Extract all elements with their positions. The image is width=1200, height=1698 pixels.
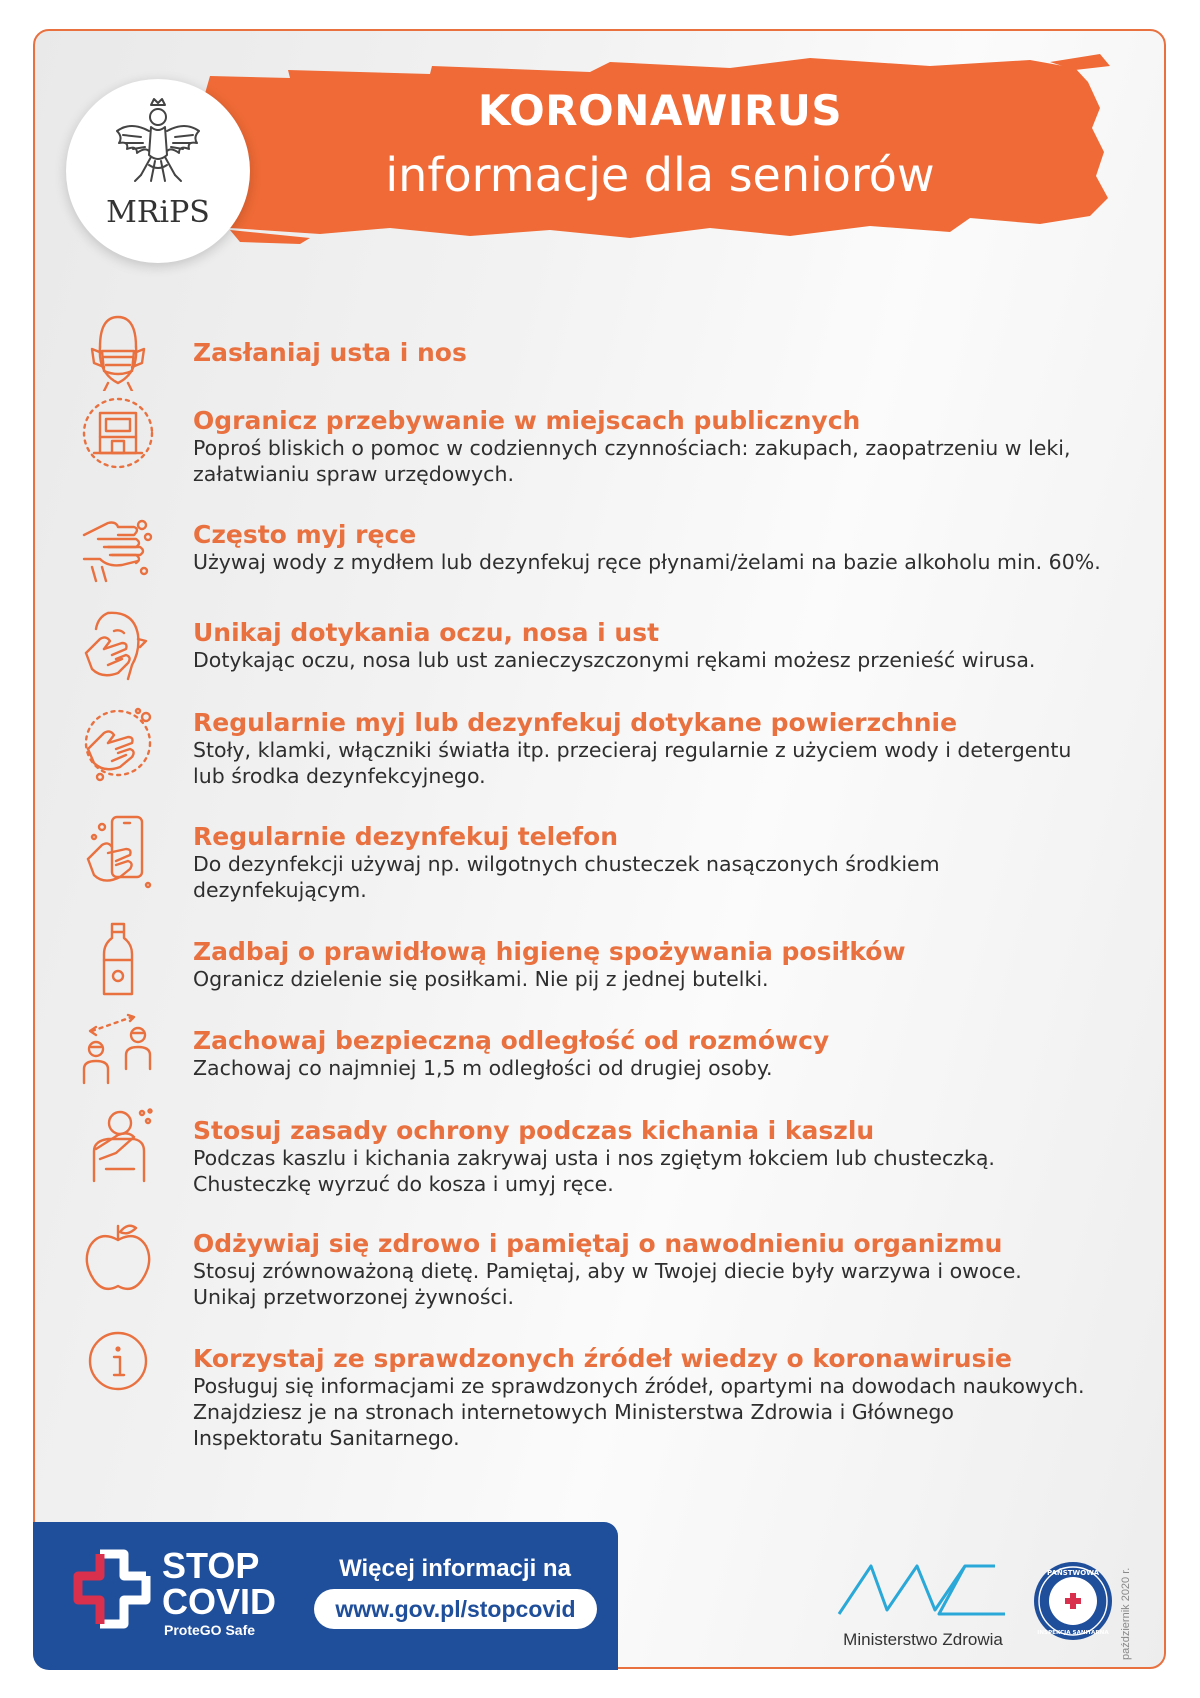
item-title: Unikaj dotykania oczu, nosa i ust [193, 618, 660, 647]
item-description: Posługuj się informacjami ze sprawdzonych źródeł, opartymi na dowodach naukowych. Znajdziesz je na stronach internetowych Ministerstwa Zdrowia i Głównego Inspektoratu Sanitarnego. [193, 1374, 1085, 1450]
app-subtitle: ProteGO Safe [164, 1622, 256, 1638]
face-mask-icon [78, 311, 158, 391]
item-title: Zasłaniaj usta i nos [193, 338, 467, 367]
apple-icon [78, 1218, 158, 1298]
mrips-logo [66, 79, 250, 263]
item-description: Ogranicz dzielenie się posiłkami. Nie pij z jednej butelki. [193, 967, 769, 991]
polish-eagle-emblem-icon [111, 97, 205, 197]
item-title: Zachowaj bezpieczną odległość od rozmówcy [193, 1026, 830, 1055]
stopcovid-url-link[interactable]: www.gov.pl/stopcovid [314, 1589, 597, 1629]
item-title: Zadbaj o prawidłową higienę spożywania posiłków [193, 937, 906, 966]
app-name-line1: STOP [162, 1545, 260, 1586]
stopcovid-cross-logo-icon [70, 1548, 170, 1638]
item-description: Zachowaj co najmniej 1,5 m odległości od drugiej osoby. [193, 1056, 773, 1080]
item-description: Dotykając oczu, nosa lub ust zanieczyszczonymi rękami możesz przenieść wirusa. [193, 648, 1036, 672]
mrips-logo-text: MRiPS [106, 195, 210, 230]
item-title: Ogranicz przebywanie w miejscach publicznych [193, 406, 861, 435]
info-icon [78, 1321, 158, 1401]
date-note: październik 2020 r. [1120, 1567, 1132, 1660]
item-title: Regularnie dezynfekuj telefon [193, 822, 618, 851]
ministry-of-health-logo-icon [835, 1558, 1010, 1622]
item-title: Odżywiaj się zdrowo i pamiętaj o nawodnieniu organizmu [193, 1229, 1003, 1258]
social-distance-icon [78, 1007, 158, 1087]
item-description: Podczas kaszlu i kichania zakrywaj usta i nos zgiętym łokciem lub chusteczką. Chusteczkę wyrzuć do kosza i umyj ręce. [193, 1146, 995, 1196]
bottle-icon [78, 920, 158, 1000]
item-description: Stosuj zrównoważoną dietę. Pamiętaj, aby w Twojej diecie były warzywa i owoce. Unikaj przetworzonej żywności. [193, 1259, 1022, 1309]
page-subtitle: informacje dla seniorów [385, 148, 935, 202]
public-building-icon [78, 393, 158, 473]
svg-text:INSPEKCJA SANITARNA: INSPEKCJA SANITARNA [1037, 1630, 1109, 1636]
item-title: Regularnie myj lub dezynfekuj dotykane powierzchnie [193, 708, 958, 737]
hand-washing-icon [78, 509, 158, 589]
svg-text:PAŃSTWOWA: PAŃSTWOWA [1046, 1569, 1100, 1577]
touch-face-icon [78, 607, 158, 687]
item-description: Poproś bliskich o pomoc w codziennych czynnościach: zakupach, zaopatrzeniu w leki, załatwianiu spraw urzędowych. [193, 436, 1071, 486]
app-name-line2: COVID [162, 1581, 277, 1622]
item-title: Stosuj zasady ochrony podczas kichania i kaszlu [193, 1116, 875, 1145]
more-info-text: Więcej informacji na [339, 1555, 571, 1582]
sanitary-inspection-seal-icon [1032, 1560, 1114, 1642]
item-description: Do dezynfekcji używaj np. wilgotnych chusteczek nasączonych środkiem dezynfekującym. [193, 852, 940, 902]
page-title: KORONAWIRUS [477, 86, 843, 135]
ministry-label: Ministerstwo Zdrowia [843, 1630, 1003, 1649]
item-description: Używaj wody z mydłem lub dezynfekuj ręce płynami/żelami na bazie alkoholu min. 60%. [193, 550, 1101, 574]
disinfect-phone-icon [78, 811, 158, 891]
item-description: Stoły, klamki, włączniki światła itp. przecieraj regularnie z użyciem wody i detergentu lub środka dezynfekcyjnego. [193, 738, 1072, 788]
sneeze-elbow-icon [78, 1105, 158, 1185]
item-title: Często myj ręce [193, 520, 417, 549]
item-title: Korzystaj ze sprawdzonych źródeł wiedzy o koronawirusie [193, 1344, 1012, 1373]
disinfect-surface-icon [78, 703, 158, 783]
